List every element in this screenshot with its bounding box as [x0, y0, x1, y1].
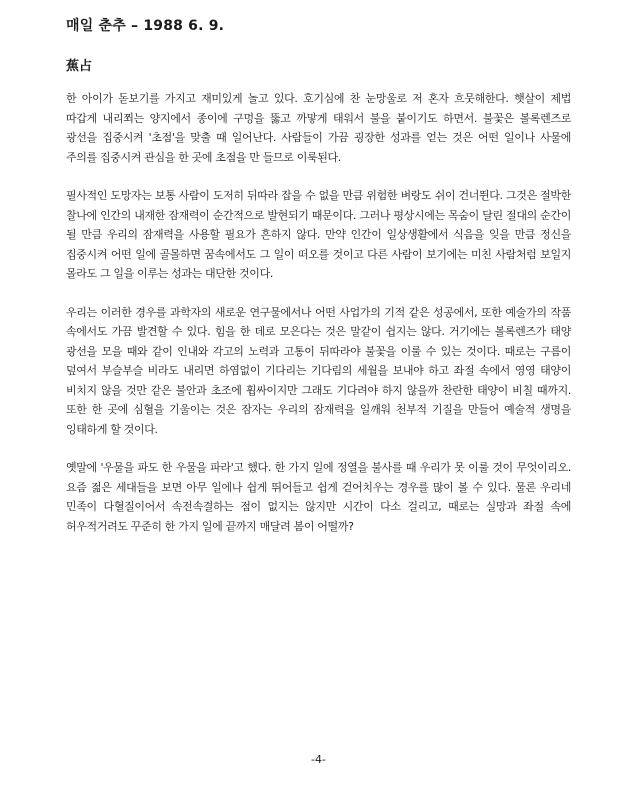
- essay-paragraph-3: 우리는 이러한 경우를 과학자의 새로운 연구물에서나 어떤 사업가의 기적 같은 성공에서, 또한 예술가의 작품 속에서도 가끔 발견할 수 있다. 힘을 한 데로 모은다는 것은 말같이 쉽지는 않다. 거기에는 볼록렌즈가 태양 광선을 모을 때와 같이 인내와 각고의 노력과 고통이 뒤따라야 불꽃을 이룰 수 있는 것이다. 때로는 구름이 덮여서 부슬부슬 비라도 내리면 하염없이 기다리는 기다림의 세월을 보내야 하고 좌절 속에서 영영 태양이 비치지 않을 것만 같은 불안과 초조에 휩싸이지만 그래도 기다려야 하지 않을까 찬란한 태양이 비칠 때까지. 또한 한 곳에 심혈을 기울이는 것은 잠자는 우리의 잠재력을 일깨워 천부적 기질을 만들어 예술적 생명을 잉태하게 할 것이다.: [66, 305, 571, 436]
- essay-paragraph-4: 옛말에 '우물을 파도 한 우물을 파라'고 했다. 한 가지 일에 정열을 불사를 때 우리가 못 이룰 것이 무엇이리오. 요즘 젊은 세대들을 보면 아무 일에나 쉽게 뛰어들고 쉽게 걷어치우는 경우를 많이 볼 수 있다. 물론 우리네 민족이 다혈질이어서 속전속결하는 점이 없지는 않지만 시간이 다소 걸리고, 때로는 실망과 좌절 속에 허우적거려도 꾸준히 한 가지 일에 끝까지 매달려 봄이 어떨까?: [66, 461, 571, 533]
- essay-body: [66, 89, 571, 555]
- document-header-title: 매일 춘추 – 1988 6. 9.: [66, 18, 225, 34]
- essay-paragraph-1: 한 아이가 돋보기를 가지고 재미있게 놀고 있다. 호기심에 찬 눈망울로 저 혼자 흐뭇해한다. 햇살이 제법 따갑게 내리쬐는 양지에서 종이에 구멍을 뚫고 까맣게 태워서 불을 붙이기도 하면서. 불꽃은 볼록렌즈로 광선을 집중시켜 '초점'을 맞출 때 일어난다. 사람들이 가끔 굉장한 성과를 얻는 것은 어떤 일이나 사물에 주의를 집중시켜 관심을 한 곳에 초점을 만 들므로 이룩된다.: [66, 92, 571, 164]
- essay-title: 蕉占: [66, 59, 93, 74]
- essay-paragraph-2: 필사적인 도망자는 보통 사람이 도저히 뒤따라 잡을 수 없을 만큼 위험한 벼랑도 쉬이 건너뛴다. 그것은 절박한 찰나에 인간의 내재한 잠재력이 순간적으로 발현되기 때문이다. 그러나 평상시에는 목숨이 달린 절대의 순간이 될 만큼 우리의 잠재력을 사용할 필요가 흔하지 않다. 만약 인간이 일상생활에서 식음을 잊을 만큼 정신을 집중시켜 어떤 일에 골몰하면 꿈속에서도 그 일이 떠오를 것이고 다른 사람이 보기에는 미친 사람처럼 보일지 몰라도 그 일을 이루는 성과는 대단한 것이다.: [66, 189, 571, 280]
- page-number: -4-: [311, 753, 326, 766]
